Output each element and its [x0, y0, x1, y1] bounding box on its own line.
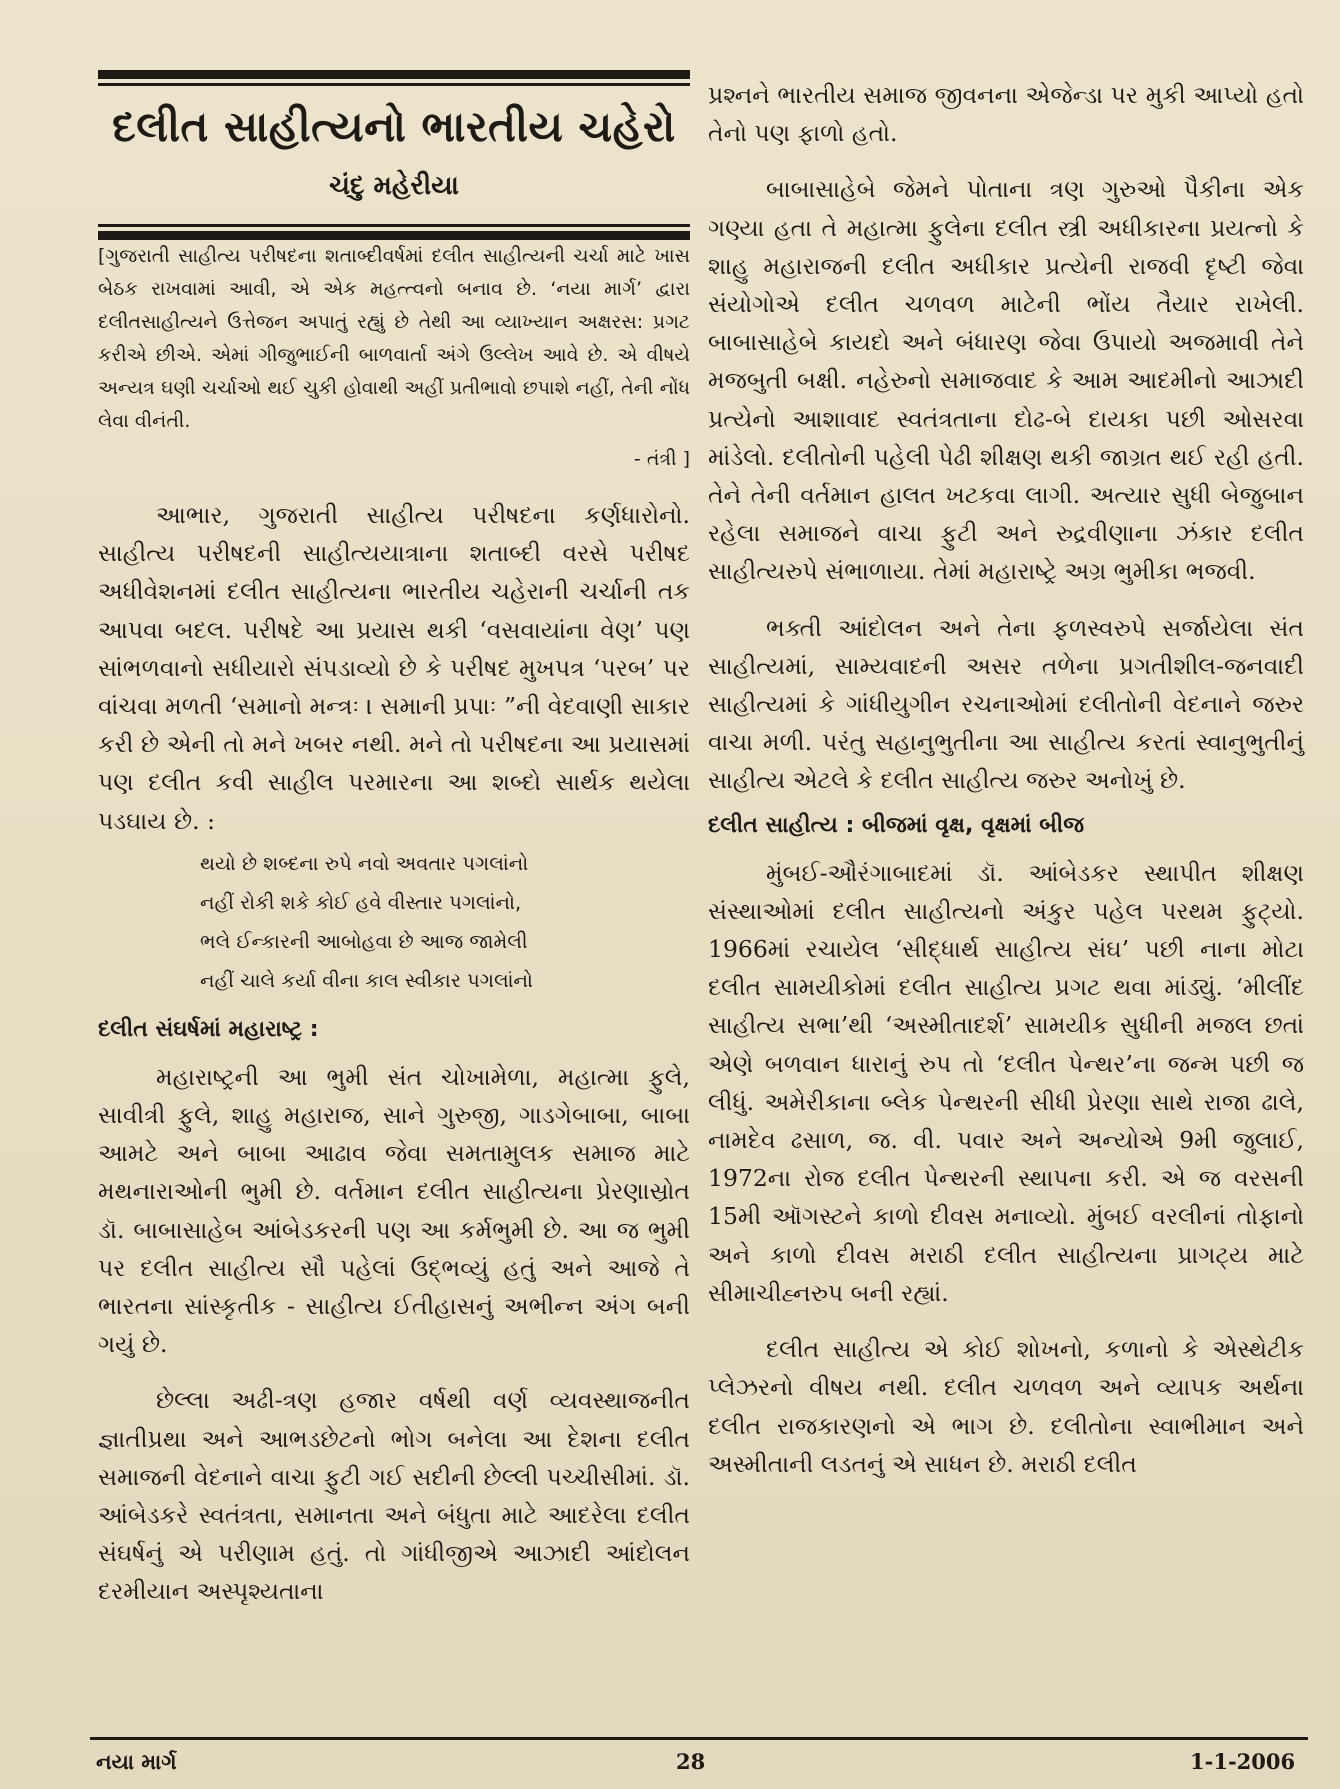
body-paragraph-1: આભાર, ગુજરાતી સાહીત્ય પરીષદના કર્ણધારોનો. સાહીત્ય પરીષદની સાહીત્યયાત્રાના શતાબ્દી વરસે પરીષદ અધીવેશનમાં દલીત સાહીત્યના ભારતીય ચહેરાની ચર્ચાની તક આપવા બદલ. પરીષદે આ પ્રયાસ થકી ‘વસવાયાંના વેણ’ પણ સાંભળવાનો સધીયારો સંપડાવ્યો છે કે પરીષદ મુખપત્ર ‘પરબ’ પર વાંચવા મળતી ‘સમાનો મન્ત્રઃ । સમાની પ્રપાઃ ”ની વેદવાણી સાકાર કરી છે એની તો મને ખબર નથી. મને તો પરીષદના આ પ્રયાસમાં પણ દલીત કવી સાહીલ પરમારના આ શબ્દો સાર્થક થયેલા પડઘાય છે. : [98, 501, 690, 835]
body-paragraph-8: દલીત સાહીત્ય એ કોઈ શોખનો, કળાનો કે એસ્થેટીક પ્લેઝરનો વીષય નથી. દલીત ચળવળ અને વ્યાપક અર્થના દલીત રાજકારણનો એ ભાગ છે. દલીતોના સ્વાભીમાન અને અસ્મીતાની લડતનું એ સાધન છે. મરાઠી દલીત [708, 1335, 1304, 1478]
editor-note: [ગુજરાતી સાહીત્ય પરીષદના શતાબ્દીવર્ષમાં દલીત સાહીત્યની ચર્ચા માટે ખાસ બેઠક રાખવામાં આવી, એ એક મહત્ત્વનો બનાવ છે. ‘નયા માર્ગ’ દ્વારા દલીતસાહીત્યને ઉત્તેજન અપાતું રહ્યું છે તેથી આ વ્યાખ્યાન અક્ષરસ: પ્રગટ કરીએ છીએ. એમાં ગીજુભાઈની બાળવાર્તા અંગે ઉલ્લેખ આવે છે. એ વીષયે અન્યત્ર ઘણી ચર્ચાઓ થઈ ચુકી હોવાથી અહીં પ્રતીભાવો છપાશે નહીં, તેની નોંધ લેવા વીનંતી. [98, 245, 690, 432]
publication-name: નયા માર્ગ [96, 1750, 177, 1774]
article-title: દલીત સાહીત્યનો ભારતીય ચહેરો [112, 102, 676, 151]
poem-line-3: ભલે ઈન્કારની આબોહવા છે આજ જામેલી [200, 929, 528, 953]
poem-line-2: નહીં રોકી શકે કોઈ હવે વીસ્તાર પગલાંનો, [200, 890, 522, 914]
title-top-thin-rule [98, 83, 690, 86]
subheading-seed-tree: દલીત સાહીત્ય : બીજમાં વૃક્ષ, વૃક્ષમાં બીજ [708, 812, 1085, 838]
title-top-rule [98, 70, 690, 79]
editor-signature: - તંત્રી ] [633, 448, 690, 470]
body-paragraph-3: છેલ્લા અઢી-ત્રણ હજાર વર્ષથી વર્ણ વ્યવસ્થાજનીત જ્ઞાતીપ્રથા અને આભડછેટનો ભોગ બનેલા આ દેશના દલીત સમાજની વેદનાને વાચા ફુટી ગઈ સદીની છેલ્લી પચ્ચીસીમાં. ડૉ. આંબેડકરે સ્વતંત્રતા, સમાનતા અને બંધુતા માટે આદરેલા દલીત સંઘર્ષનું એ પરીણામ હતું. તો ગાંધીજીએ આઝાદી આંદોલન દરમીયાન અસ્પૃશ્યતાના [98, 1386, 690, 1606]
author-bottom-rule [98, 231, 690, 240]
body-paragraph-5: બાબાસાહેબે જેમને પોતાના ત્રણ ગુરુઓ પૈકીના એક ગણ્યા હતા તે મહાત્મા ફુલેના દલીત સ્ત્રી અધીકારના પ્રયત્નો કે શાહુ મહારાજની દલીત અધીકાર પ્રત્યેની રાજવી દૃષ્ટી જેવા સંયોગોએ દલીત ચળવળ માટેની ભોંય તૈયાર રાખેલી. બાબાસાહેબે કાયદો અને બંધારણ જેવા ઉપાયો અજમાવી તેને મજબુતી બક્ષી. નહેરુનો સમાજવાદ કે આમ આદમીનો આઝાદી પ્રત્યેનો આશાવાદ સ્વતંત્રતાના દોઢ-બે દાયકા પછી ઓસરવા માંડેલો. દલીતોની પહેલી પેઢી શીક્ષણ થકી જાગ્રત થઈ રહી હતી. તેને તેની વર્તમાન હાલત ખટકવા લાગી. અત્યાર સુધી બેજુબાન રહેલા સમાજને વાચા ફુટી અને રુદ્રવીણાના ઝંકાર દલીત સાહીત્યરુપે સંભાળાયા. તેમાં મહારાષ્ટ્રે અગ્ર ભુમીકા ભજવી. [708, 175, 1304, 586]
body-paragraph-7: મુંબઈ-ઔરંગાબાદમાં ડૉ. આંબેડકર સ્થાપીત શીક્ષણ સંસ્થાઓમાં દલીત સાહીત્યનો અંકુર પહેલ પરથમ ફુટ્યો. 1966માં રચાયેલ ‘સીદ્ધાર્થ સાહીત્ય સંઘ’ પછી નાના મોટા દલીત સામયીકોમાં દલીત સાહીત્ય પ્રગટ થવા માંડ્યું. ‘મીલીંદ સાહીત્ય સભા’થી ‘અસ્મીતાદર્શ’ સામયીક સુધીની મજલ છતાં એણે બળવાન ધારાનું રુપ તો ‘દલીત પેન્થર’ના જન્મ પછી જ લીધું. અમેરીકાના બ્લેક પેન્થરની સીધી પ્રેરણા સાથે રાજા ઢાલે, નામદેવ ઢસાળ, જ. વી. પવાર અને અન્યોએ 9મી જુલાઈ, 1972ના રોજ દલીત પેન્થરની સ્થાપના કરી. એ જ વરસની 15મી ઑગસ્ટને કાળો દીવસ મનાવ્યો. મુંબઈ વરલીનાં તોફાનો અને કાળો દીવસ મરાઠી દલીત સાહીત્યના પ્રાગટ્ય માટે સીમાચીહ્નરુપ બની રહ્યાં. [708, 858, 1304, 1307]
article-author: ચંદુ મહેરીયા [329, 171, 459, 201]
issue-date: 1-1-2006 [1190, 1749, 1296, 1774]
body-paragraph-4: પ્રશ્નને ભારતીય સમાજ જીવનના એજેન્ડા પર મુકી આપ્યો હતો તેનો પણ ફાળો હતો. [708, 81, 1304, 148]
right-column [708, 76, 1304, 1483]
left-column [98, 70, 690, 1611]
body-paragraph-2: મહારાષ્ટ્રની આ ભુમી સંત ચોખામેળા, મહાત્મા ફુલે, સાવીત્રી ફુલે, શાહુ મહારાજ, સાને ગુરુજી, ગાડગેબાબા, બાબા આમટે અને બાબા આઢાવ જેવા સમતામુલક સમાજ માટે મથનારાઓની ભુમી છે. વર્તમાન દલીત સાહીત્યના પ્રેરણાસ્રોત ડૉ. બાબાસાહેબ આંબેડકરની પણ આ કર્મભુમી છે. આ જ ભુમી પર દલીત સાહીત્ય સૌ પહેલાં ઉદ્ભવ્યું હતું અને આજે તે ભારતના સાંસ્કૃતીક - સાહીત્ય ઈતીહાસનું અભીન્ન અંગ બની ગયું છે. [98, 1062, 690, 1359]
page-number: 28 [676, 1749, 706, 1774]
poem-quote [98, 844, 690, 1000]
footer-rule [90, 1737, 1308, 1740]
poem-line-1: થયો છે શબ્દના રુપે નવો અવતાર પગલાંનો [200, 851, 529, 875]
subheading-maharashtra: દલીત સંઘર્ષમાં મહારાષ્ટ્ર : [98, 1016, 319, 1042]
body-paragraph-6: ભક્તી આંદોલન અને તેના ફળસ્વરુપે સર્જાયેલા સંત સાહીત્યમાં, સામ્યવાદની અસર તળેના પ્રગતીશીલ-જનવાદી સાહીત્યમાં કે ગાંધીયુગીન રચનાઓમાં દલીતોની વેદનાને જરુર વાચા મળી. પરંતુ સહાનુભુતીના આ સાહીત્ય કરતાં સ્વાનુભુતીનું સાહીત્ય એટલે કે દલીત સાહીત્ય જરુર અનોખું છે. [708, 613, 1304, 795]
poem-line-4: નહીં ચાલે કર્યા વીના કાલ સ્વીકાર પગલાંનો [200, 968, 533, 992]
